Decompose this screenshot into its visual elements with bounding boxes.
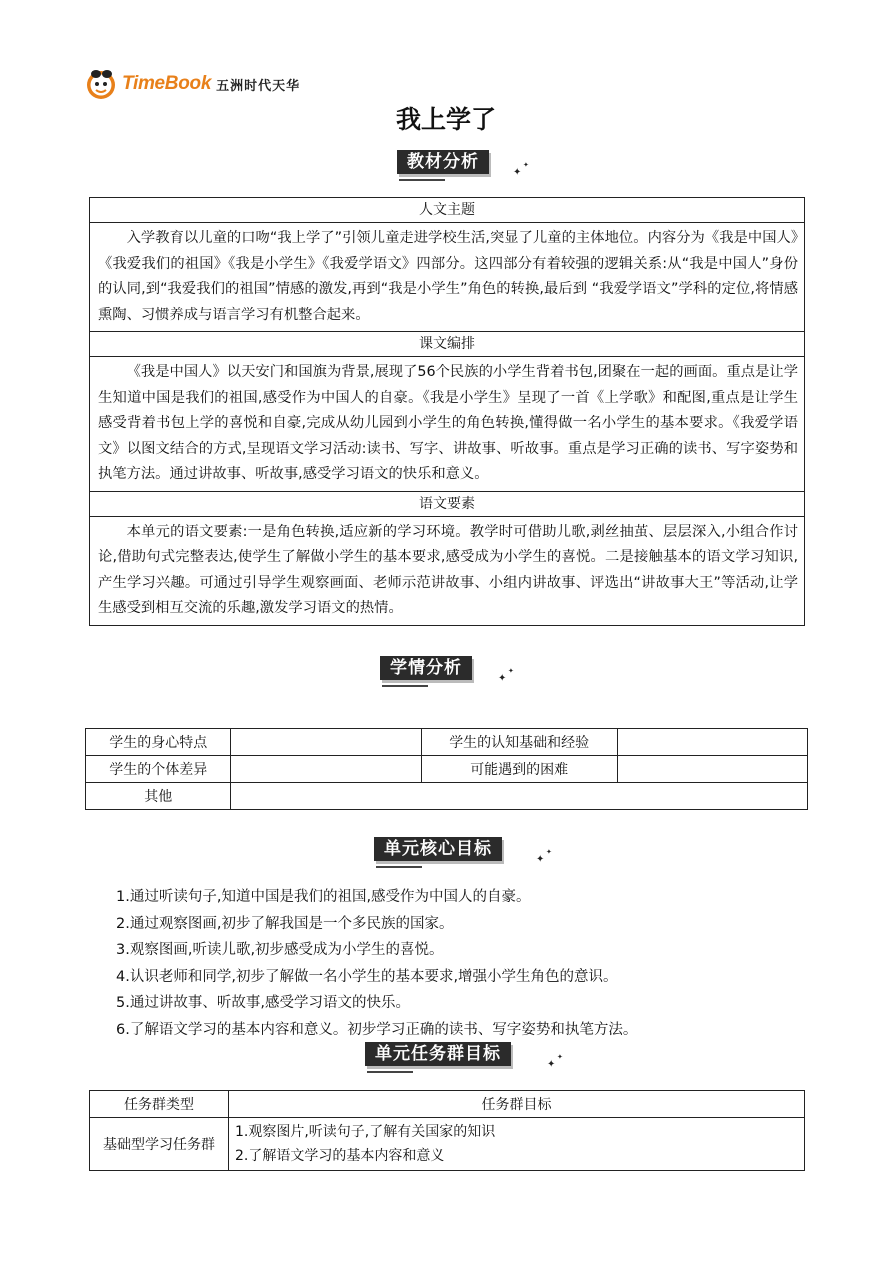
sparkle-icon: ✦: [557, 1053, 563, 1061]
page-title: 我上学了: [395, 105, 496, 134]
sparkle-icon: ✦: [513, 167, 522, 178]
logo-brand-text: TimeBook: [122, 73, 212, 94]
badge-label: 教材分析: [397, 150, 489, 174]
elements-body: 本单元的语文要素:一是角色转换,适应新的学习环境。教学时可借助儿歌,剥丝抽茧、层层深入,小组合作讨论,借助句式完整表达,使学生了解做小学生的基本要求,感受成为小学生的喜悦。二是接触基本的语文学习知识,产生学习兴趣。可通过引导学生观察画面、老师示范讲故事、小组内讲故事、评选出“讲故事大王”等活动,让学生感受到相互交流的乐趣,激发学习语文的热情。: [90, 516, 805, 625]
badge-underline: [367, 1071, 413, 1073]
task-type-cell: 基础型学习任务群: [90, 1118, 229, 1171]
timebook-logo: [84, 66, 300, 102]
badge-underline: [399, 179, 445, 181]
unit-goals-badge: [374, 837, 554, 867]
list-item: 4.认识老师和同学,初步了解做一名小学生的基本要求,增强小学生角色的意识。: [116, 968, 618, 985]
learner-analysis-badge: [380, 656, 520, 686]
list-item: 2.通过观察图画,初步了解我国是一个多民族的国家。: [116, 915, 454, 932]
physical-mental-value[interactable]: [231, 729, 421, 756]
task-goal-line: 2.了解语文学习的基本内容和意义: [235, 1148, 445, 1164]
difficulties-value[interactable]: [617, 756, 807, 783]
cognitive-label: 学生的认知基础和经验: [421, 729, 617, 756]
task-goal-header: 任务群目标: [229, 1091, 805, 1118]
difficulties-label: 可能遇到的困难: [421, 756, 617, 783]
logo-chinese-text: 五洲时代天华: [216, 78, 301, 94]
learner-analysis-table: [85, 728, 808, 810]
sparkle-icon: ✦: [523, 161, 529, 169]
sparkle-icon: ✦: [546, 848, 552, 856]
other-label: 其他: [86, 783, 231, 810]
other-value[interactable]: [231, 783, 808, 810]
badge-label: 单元核心目标: [374, 837, 502, 861]
textbook-analysis-table: [89, 197, 805, 626]
task-type-header: 任务群类型: [90, 1091, 229, 1118]
theme-body: 入学教育以儿童的口吻“我上学了”引领儿童走进学校生活,突显了儿童的主体地位。内容分为《我是中国人》《我爱我们的祖国》《我是小学生》《我爱学语文》四部分。这四部分有着较强的逻辑关系:从“我是中国人”身份的认同,到“我爱我们的祖国”情感的激发,再到“我是小学生”角色的转换,最后到 “我爱学语文”学科的定位,将情感熏陶、习惯养成与语言学习有机整合起来。: [90, 223, 805, 332]
sparkle-icon: ✦: [536, 854, 545, 865]
sparkle-icon: ✦: [508, 667, 514, 675]
task-goals-badge: [365, 1042, 565, 1072]
textbook-analysis-badge: [397, 150, 537, 180]
list-item: 6.了解语文学习的基本内容和意义。初步学习正确的读书、写字姿势和执笔方法。: [116, 1021, 638, 1038]
task-goals-table: [89, 1090, 805, 1171]
task-goal-cell: [229, 1118, 805, 1171]
cognitive-value[interactable]: [617, 729, 807, 756]
list-item: 3.观察图画,听读儿歌,初步感受成为小学生的喜悦。: [116, 942, 444, 958]
unit-goals-list: [116, 884, 637, 1043]
differences-label: 学生的个体差异: [86, 756, 231, 783]
badge-underline: [382, 685, 428, 687]
list-item: 1.通过听读句子,知道中国是我们的祖国,感受作为中国人的自豪。: [116, 889, 531, 905]
logo-mascot-icon: [84, 67, 118, 101]
arrangement-heading: 课文编排: [90, 332, 805, 357]
elements-heading: 语文要素: [90, 491, 805, 516]
badge-label: 学情分析: [380, 656, 472, 680]
arrangement-body: 《我是中国人》以天安门和国旗为背景,展现了56个民族的小学生背着书包,团聚在一起的画面。重点是让学生知道中国是我们的祖国,感受作为中国人的自豪。《我是小学生》呈现了一首《上学歌》和配图,重点是让学生感受背着书包上学的喜悦和自豪,完成从幼儿园到小学生的角色转换,懂得做一名小学生的基本要求。《我爱学语文》以图文结合的方式,呈现语文学习活动:读书、写字、讲故事、听故事。重点是学习正确的读书、写字姿势和执笔方法。通过讲故事、听故事,感受学习语文的快乐和意义。: [90, 357, 805, 492]
sparkle-icon: ✦: [498, 673, 507, 684]
theme-heading: 人文主题: [90, 198, 805, 223]
badge-underline: [376, 866, 422, 868]
task-goal-line: 1.观察图片,听读句子,了解有关国家的知识: [235, 1124, 496, 1140]
badge-label: 单元任务群目标: [365, 1042, 511, 1066]
sparkle-icon: ✦: [547, 1059, 556, 1070]
differences-value[interactable]: [231, 756, 421, 783]
physical-mental-label: 学生的身心特点: [86, 729, 231, 756]
list-item: 5.通过讲故事、听故事,感受学习语文的快乐。: [116, 995, 410, 1011]
